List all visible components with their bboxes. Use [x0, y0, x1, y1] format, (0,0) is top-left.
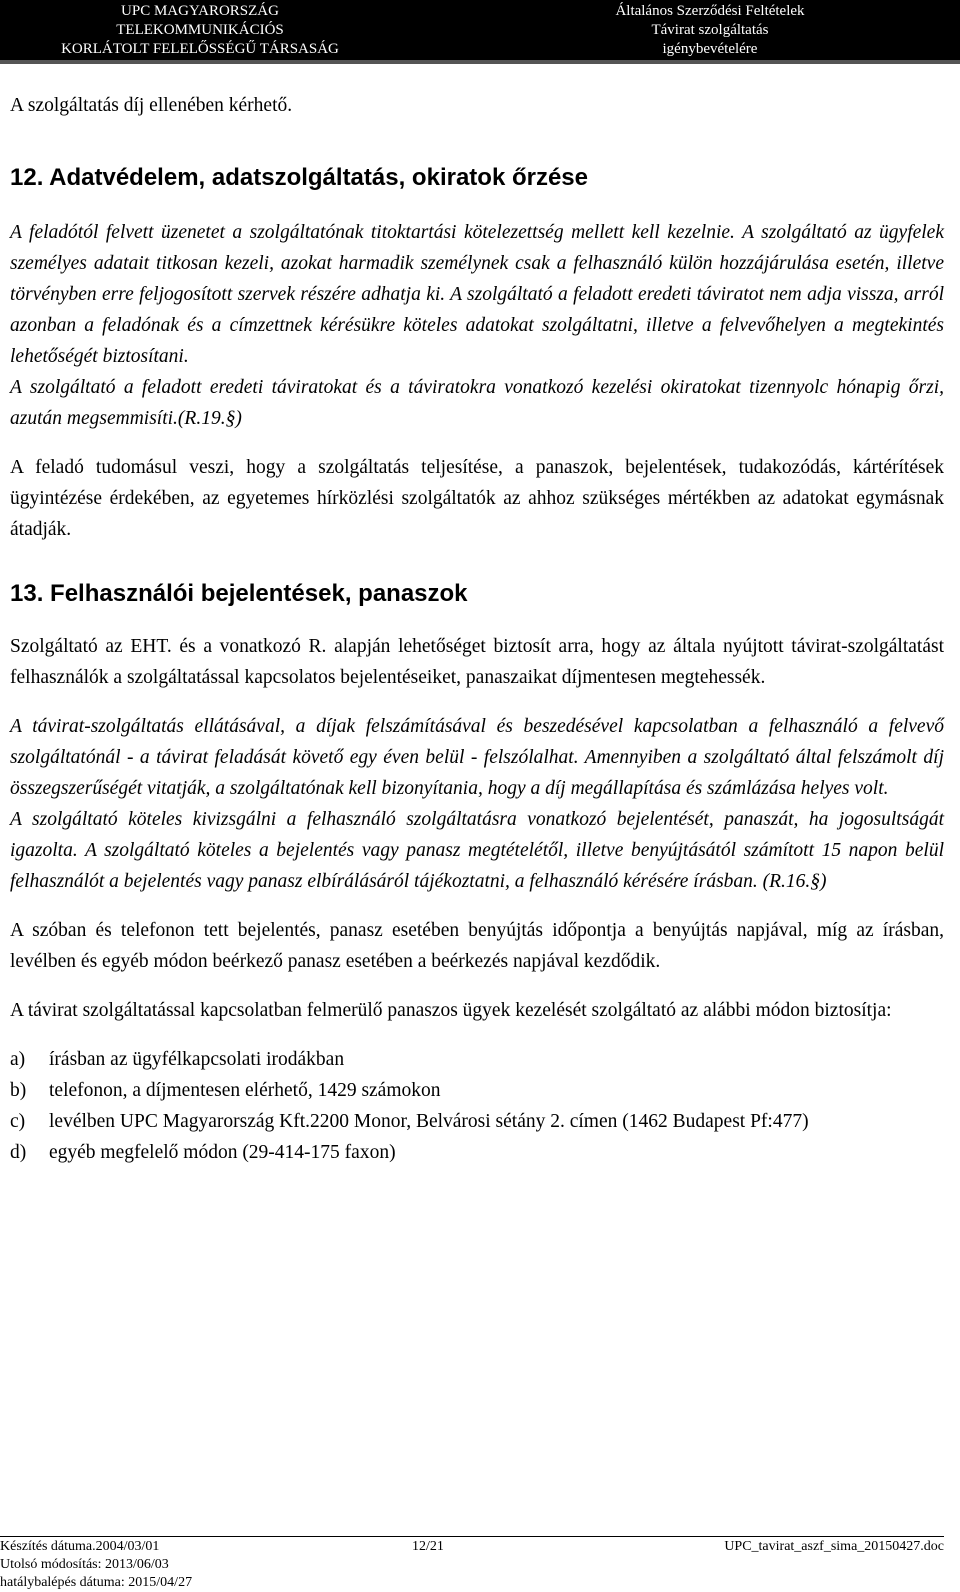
- section-13-paragraph-4: A szóban és telefonon tett bejelentés, panasz esetében benyújtás időpontja a benyújtás napjával, míg az írásban, levélben és egyéb módon beérkező panasz esetében a beérkezés napjával kezdődik.: [10, 920, 944, 972]
- section-13-paragraph-5: A távirat szolgáltatással kapcsolatban felmerülő panaszos ügyek kezelését szolgáltató az alábbi módon biztosítja:: [10, 1000, 892, 1021]
- company-line-1: UPC MAGYARORSZÁG: [121, 3, 279, 19]
- section-13-paragraph-1: Szolgáltató az EHT. és a vonatkozó R. alapján lehetőséget biztosít arra, hogy az általa nyújtott távirat-szolgáltatást felhasználók a szolgáltatással kapcsolatos bejelentéseiket, panaszaikat díjmentesen megtehessék.: [10, 636, 944, 688]
- list-marker: c): [10, 1111, 26, 1132]
- footer-effective-date: hatálybalépés dátuma: 2015/04/27: [0, 1575, 193, 1590]
- section-13-paragraph-2: A távirat-szolgáltatás ellátásával, a díjak felszámításával és beszedésével kapcsolatban a felhasználó a felvevő szolgáltatónál - a távirat feladását követő egy éven belül - felszólalhat. Amennyiben a szolgáltató által felszámolt díj összegszerűségét vitatják, a szolgáltatónak kell bizonyítania, hogy a díj megállapítása és számlázása helyes volt.: [10, 716, 944, 799]
- section-13-paragraph-3: A szolgáltató köteles kivizsgálni a felhasználó szolgáltatásra vonatkozó bejelentését, panaszát, ha jogosultságát igazolta. A szolgáltató köteles a bejelentés vagy panasz megtételétől, illetve benyújtásától számított 15 napon belül felhasználót a bejelentés vagy panasz elbírálásáról tájékoztatni, a felhasználó kérésére írásban. (R.16.§): [10, 809, 944, 892]
- list-item-text: írásban az ügyfélkapcsolati irodákban: [49, 1049, 345, 1070]
- list-marker: a): [10, 1049, 26, 1070]
- footer-divider: [0, 1536, 944, 1537]
- section-13-heading: 13. Felhasználói bejelentések, panaszok: [10, 580, 468, 607]
- list-item: [10, 1137, 944, 1168]
- page-header: [0, 0, 960, 60]
- doc-title-line-3: igénybevételére: [662, 41, 758, 57]
- company-name-block: [0, 2, 400, 59]
- document-body: [10, 60, 944, 1168]
- section-12-heading: 12. Adatvédelem, adatszolgáltatás, okiratok őrzése: [10, 164, 589, 191]
- list-item-text: levélben UPC Magyarország Kft.2200 Monor, Belvárosi sétány 2. címen (1462 Budapest Pf:477): [49, 1111, 809, 1132]
- list-item-text: egyéb megfelelő módon (29-414-175 faxon): [49, 1142, 396, 1163]
- list-item: [10, 1044, 944, 1075]
- page-footer: [0, 1536, 960, 1592]
- doc-title-line-2: Távirat szolgáltatás: [651, 22, 769, 38]
- complaint-channels-list: [10, 1044, 944, 1168]
- list-item-text: telefonon, a díjmentesen elérhető, 1429 számokon: [49, 1080, 441, 1101]
- intro-paragraph: A szolgáltatás díj ellenében kérhető.: [10, 95, 293, 116]
- company-line-3: KORLÁTOLT FELELŐSSÉGŰ TÁRSASÁG: [61, 41, 339, 57]
- footer-dates: [0, 1538, 192, 1592]
- footer-filename: UPC_tavirat_aszf_sima_20150427.doc: [724, 1539, 944, 1554]
- doc-title-line-1: Általános Szerződési Feltételek: [615, 3, 805, 19]
- footer-page-number: 12/21: [412, 1539, 444, 1554]
- list-item: [10, 1106, 944, 1137]
- list-marker: b): [10, 1080, 27, 1101]
- list-marker: d): [10, 1142, 27, 1163]
- footer-modified-date: Utolsó módosítás: 2013/06/03: [0, 1557, 169, 1572]
- footer-created-date: Készítés dátuma.2004/03/01: [0, 1539, 160, 1554]
- company-line-2: TELEKOMMUNIKÁCIÓS: [116, 22, 284, 38]
- section-12-paragraph-3: A feladó tudomásul veszi, hogy a szolgáltatás teljesítése, a panaszok, bejelentések, tudakozódás, kártérítések ügyintézése érdekében, az egyetemes hírközlési szolgáltatók az ahhoz szükséges mértékben az adatokat egymásnak átadják.: [10, 457, 944, 540]
- document-title-block: [560, 2, 860, 59]
- section-12-paragraph-1: A feladótól felvett üzenetet a szolgáltatónak titoktartási kötelezettség mellett kell kezelnie. A szolgáltató az ügyfelek személyes adatait titkosan kezeli, azokat harmadik személynek csak a felhasználó külön hozzájárulása esetén, illetve törvényben erre feljogosított szervek részére adhatja ki. A szolgáltató a feladott eredeti táviratot nem adja vissza, arról azonban a feladónak és a címzettnek kérésükre köteles adatokat szolgáltatni, illetve a felvevőhelyen a megtekintés lehetőségét biztosítani.: [10, 222, 944, 367]
- section-12-paragraph-2: A szolgáltató a feladott eredeti táviratokat és a táviratokra vonatkozó kezelési okiratokat tizennyolc hónapig őrzi, azután megsemmisíti.(R.19.§): [10, 377, 944, 429]
- list-item: [10, 1075, 944, 1106]
